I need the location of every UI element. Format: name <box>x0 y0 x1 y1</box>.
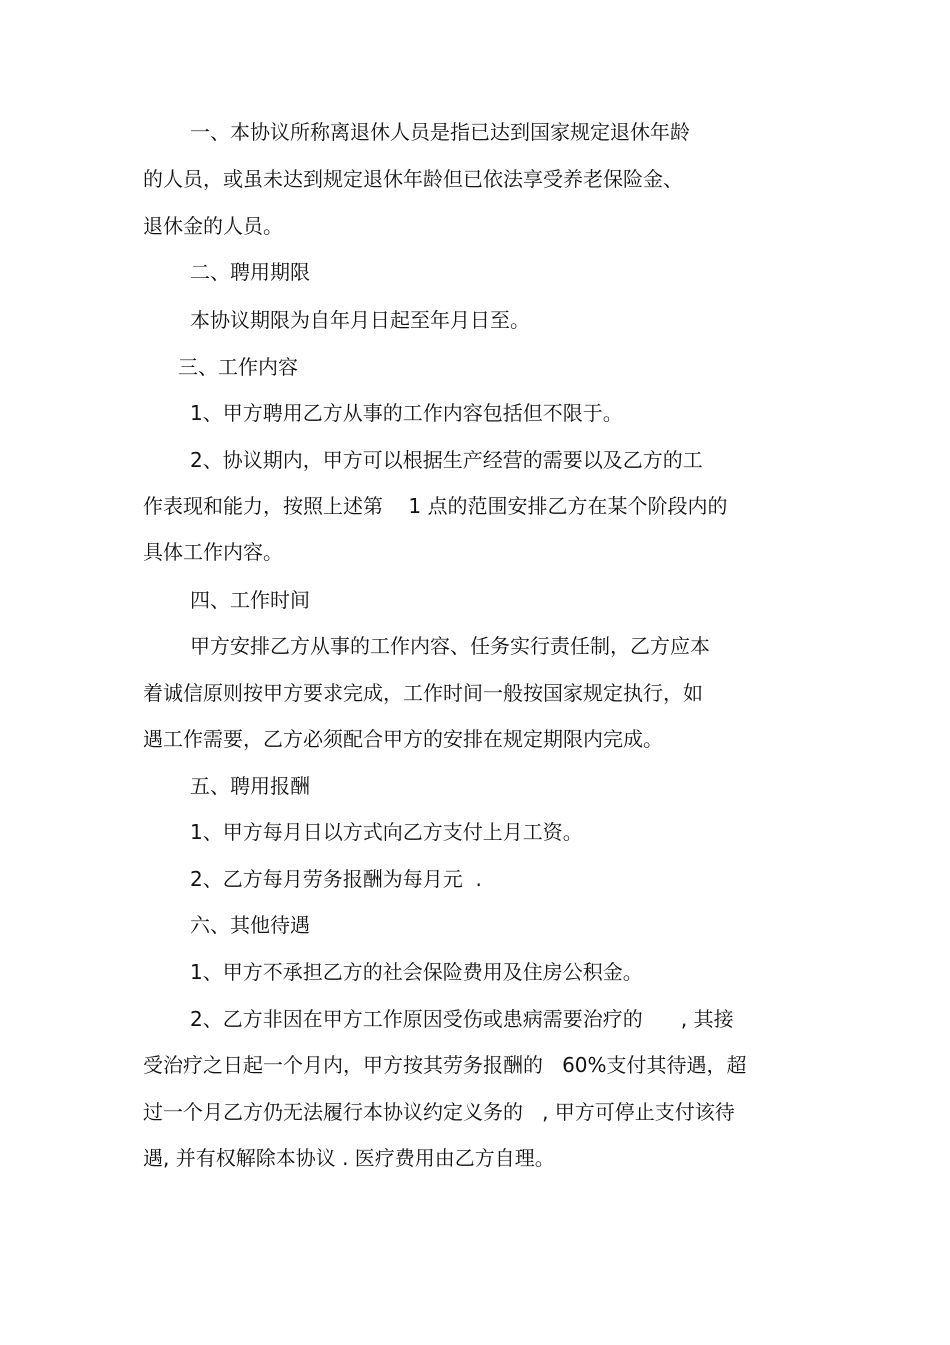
text-line: 1、甲方每月日以方式向乙方支付上月工资。 <box>190 820 583 844</box>
text-line: 1、甲方聘用乙方从事的工作内容包括但不限于。 <box>190 401 623 425</box>
text-line: 2、协议期内，甲方可以根据生产经营的需要以及乙方的工 <box>190 448 703 472</box>
text-line: 遇工作需要，乙方必须配合甲方的安排在规定期限内完成。 <box>143 727 663 751</box>
section-heading: 二、聘用期限 <box>190 260 310 284</box>
text-line: 具体工作内容。 <box>143 540 283 564</box>
section-heading: 五、聘用报酬 <box>190 774 310 798</box>
text-line: 退休金的人员。 <box>143 214 283 238</box>
text-line: 一、本协议所称离退休人员是指已达到国家规定退休年龄 <box>190 120 690 144</box>
text-line: 过一个月乙方仍无法履行本协议约定义务的 , 甲方可停止支付该待 <box>143 1100 735 1124</box>
text-line: 本协议期限为自年月日起至年月日至。 <box>190 308 530 332</box>
text-line: 1、甲方不承担乙方的社会保险费用及住房公积金。 <box>190 960 643 984</box>
section-heading: 四、工作时间 <box>190 588 310 612</box>
section-heading: 三、工作内容 <box>178 355 298 379</box>
section-heading: 六、其他待遇 <box>190 913 310 937</box>
text-line: 甲方安排乙方从事的工作内容、任务实行责任制，乙方应本 <box>190 634 710 658</box>
text-line: 受治疗之日起一个月内，甲方按其劳务报酬的 60%支付其待遇，超 <box>143 1053 747 1077</box>
text-line: 遇, 并有权解除本协议 . 医疗费用由乙方自理。 <box>143 1146 555 1170</box>
text-line: 作表现和能力，按照上述第 1 点的范围安排乙方在某个阶段内的 <box>143 494 728 518</box>
text-line: 着诚信原则按甲方要求完成，工作时间一般按国家规定执行，如 <box>143 681 703 705</box>
text-line: 的人员，或虽未达到规定退休年龄但已依法享受养老保险金、 <box>143 167 683 191</box>
text-line: 2、乙方每月劳务报酬为每月元 . <box>190 867 482 891</box>
text-line: 2、乙方非因在甲方工作原因受伤或患病需要治疗的 , 其接 <box>190 1007 734 1031</box>
